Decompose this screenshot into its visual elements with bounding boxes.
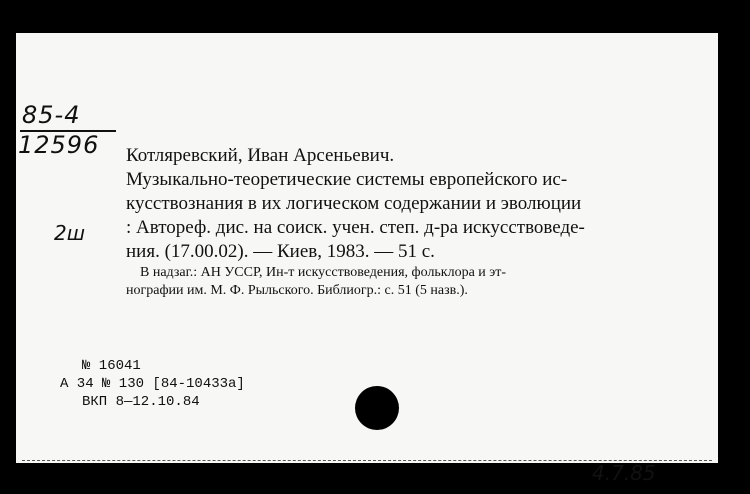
title-line: ния. (17.00.02). — Киев, 1983. — 51 с. (126, 241, 435, 262)
card-main-text (126, 144, 686, 300)
footer-line: № 16041 (82, 358, 141, 374)
title-line: : Автореф. дис. на соиск. учен. степ. д-ра искусствоведе- (126, 217, 585, 238)
shelf-mark-bottom: 12596 (18, 131, 100, 159)
title-block (126, 168, 686, 264)
handwritten-date: 4.7.85 (592, 461, 656, 485)
note-line: В надзаг.: АН УССР, Ин-т искусствоведения, фольклора и эт- (140, 265, 507, 280)
footer-line: ВКП 8—12.10.84 (82, 394, 200, 410)
shelf-mark-top: 85-4 (22, 101, 81, 129)
handwritten-mark: 2ш (54, 221, 86, 245)
note-line: нографии им. М. Ф. Рыльского. Библиогр.: с. 51 (5 назв.). (126, 283, 468, 298)
title-line: кусствознания в их логическом содержании и эволюции (126, 193, 582, 214)
dashed-divider (22, 460, 712, 461)
card-footer (60, 357, 245, 411)
footer-line: А 34 № 130 [84-10433а] (60, 376, 245, 392)
author-heading: Котляревский, Иван Арсеньевич. (126, 145, 395, 166)
note-block (126, 264, 686, 300)
punch-hole (355, 386, 399, 430)
title-line: Музыкально-теоретические системы европейского ис- (126, 169, 568, 190)
